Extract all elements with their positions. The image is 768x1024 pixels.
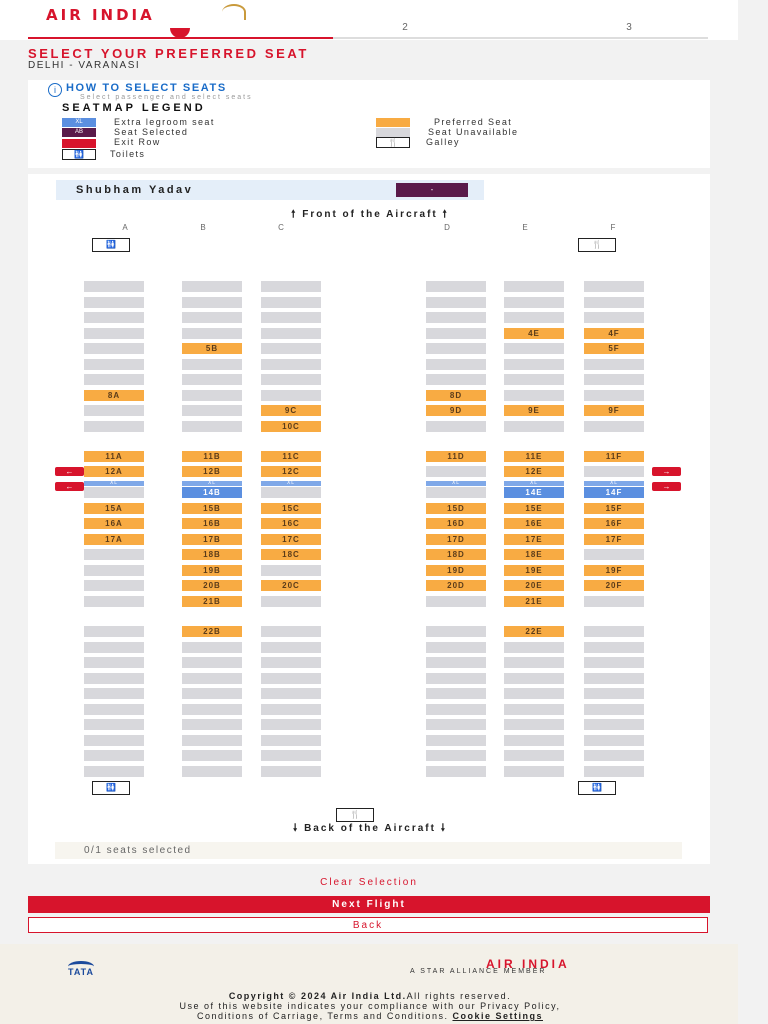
seat-unavailable xyxy=(84,297,144,308)
seat-unavailable xyxy=(426,688,486,699)
copyright-text: Copyright © 2024 Air India Ltd. xyxy=(228,991,407,1001)
seat-unavailable xyxy=(261,343,321,354)
how-to-subtext: Select passenger and select seats xyxy=(80,94,253,101)
seat-12b[interactable]: 12B xyxy=(182,466,242,477)
seat-17b[interactable]: 17B xyxy=(182,534,242,545)
seat-unavailable xyxy=(426,312,486,323)
seat-unavailable xyxy=(261,487,321,498)
seat-unavailable xyxy=(426,487,486,498)
passenger-name: Shubham Yadav xyxy=(76,184,194,196)
seat-unavailable xyxy=(504,642,564,653)
seat-12c[interactable]: 12C xyxy=(261,466,321,477)
legend-label-exit: Exit Row xyxy=(114,137,161,147)
seat-unavailable xyxy=(84,312,144,323)
column-header-c: C xyxy=(278,223,284,232)
xl-strip: XL xyxy=(584,481,644,486)
legend-label-selected: Seat Selected xyxy=(114,127,189,137)
seat-unavailable xyxy=(84,328,144,339)
legend-swatch-xl: XL xyxy=(62,118,96,127)
seat-16d[interactable]: 16D xyxy=(426,518,486,529)
legend-swatch-exit xyxy=(62,139,96,148)
page-title: SELECT YOUR PREFERRED SEAT xyxy=(28,46,309,61)
seat-unavailable xyxy=(84,596,144,607)
seat-16b[interactable]: 16B xyxy=(182,518,242,529)
seat-5b[interactable]: 5B xyxy=(182,343,242,354)
seat-unavailable xyxy=(426,343,486,354)
seat-unavailable xyxy=(261,766,321,777)
seat-9e[interactable]: 9E xyxy=(504,405,564,416)
seat-unavailable xyxy=(504,673,564,684)
seat-18e[interactable]: 18E xyxy=(504,549,564,560)
seat-unavailable xyxy=(426,673,486,684)
seat-19b[interactable]: 19B xyxy=(182,565,242,576)
seat-18c[interactable]: 18C xyxy=(261,549,321,560)
legend-label-galley: Galley xyxy=(426,137,460,147)
seat-unavailable xyxy=(426,297,486,308)
seat-unavailable xyxy=(504,374,564,385)
seat-unavailable xyxy=(261,657,321,668)
selection-count: 0/1 seats selected xyxy=(84,845,192,856)
seat-21b[interactable]: 21B xyxy=(182,596,242,607)
step-2-indicator: 2 xyxy=(402,22,408,33)
galley-icon: 🍴 xyxy=(336,808,374,822)
seat-unavailable xyxy=(182,750,242,761)
seat-unavailable xyxy=(261,390,321,401)
seat-unavailable xyxy=(584,466,644,477)
info-circle-icon[interactable]: i xyxy=(48,83,62,97)
seat-unavailable xyxy=(84,626,144,637)
toilet-icon: 🚻 xyxy=(92,238,130,252)
back-label: Back of the Aircraft xyxy=(304,823,436,834)
seat-unavailable xyxy=(84,688,144,699)
seat-15d[interactable]: 15D xyxy=(426,503,486,514)
seat-unavailable xyxy=(426,626,486,637)
seat-unavailable xyxy=(426,281,486,292)
arrow-up-icon: 🠕 xyxy=(442,209,449,220)
clear-selection-link[interactable]: Clear Selection xyxy=(320,877,418,888)
seat-18b[interactable]: 18B xyxy=(182,549,242,560)
seat-15c[interactable]: 15C xyxy=(261,503,321,514)
seat-9c[interactable]: 9C xyxy=(261,405,321,416)
step-3-indicator: 3 xyxy=(626,22,632,33)
seat-unavailable xyxy=(84,549,144,560)
seat-16c[interactable]: 16C xyxy=(261,518,321,529)
seat-unavailable xyxy=(261,359,321,370)
progress-active xyxy=(28,37,333,39)
seat-20f[interactable]: 20F xyxy=(584,580,644,591)
progress-track xyxy=(333,37,708,39)
seat-unavailable xyxy=(504,281,564,292)
seat-21e[interactable]: 21E xyxy=(504,596,564,607)
seat-11d[interactable]: 11D xyxy=(426,451,486,462)
seat-4e[interactable]: 4E xyxy=(504,328,564,339)
seat-unavailable xyxy=(584,688,644,699)
seat-unavailable xyxy=(584,374,644,385)
seat-15a[interactable]: 15A xyxy=(84,503,144,514)
seat-unavailable xyxy=(84,673,144,684)
seat-unavailable xyxy=(584,359,644,370)
seat-unavailable xyxy=(261,281,321,292)
seat-unavailable xyxy=(182,312,242,323)
seat-unavailable xyxy=(182,673,242,684)
seat-20e[interactable]: 20E xyxy=(504,580,564,591)
seat-unavailable xyxy=(426,328,486,339)
galley-icon: 🍴 xyxy=(578,238,616,252)
legend-label-xl: Extra legroom seat xyxy=(114,117,215,127)
front-of-aircraft xyxy=(200,207,540,224)
seat-17f[interactable]: 17F xyxy=(584,534,644,545)
seat-17e[interactable]: 17E xyxy=(504,534,564,545)
seat-unavailable xyxy=(261,565,321,576)
seat-unavailable xyxy=(182,657,242,668)
footer-air-india-logo[interactable]: AIR INDIA xyxy=(486,957,570,971)
seat-unavailable xyxy=(426,719,486,730)
back-of-aircraft xyxy=(200,821,540,838)
seat-unavailable xyxy=(261,735,321,746)
seat-unavailable xyxy=(84,374,144,385)
seat-unavailable xyxy=(584,297,644,308)
seat-unavailable xyxy=(261,750,321,761)
tata-logo[interactable]: TATA xyxy=(68,967,94,977)
seat-5f[interactable]: 5F xyxy=(584,343,644,354)
toilet-icon: 🚻 xyxy=(578,781,616,795)
xl-strip: XL xyxy=(261,481,321,486)
seat-unavailable xyxy=(84,735,144,746)
seat-unavailable xyxy=(84,657,144,668)
how-to-select-link[interactable]: HOW TO SELECT SEATS xyxy=(66,82,227,94)
seat-unavailable xyxy=(182,719,242,730)
seat-unavailable xyxy=(84,642,144,653)
seat-unavailable xyxy=(182,281,242,292)
seat-unavailable xyxy=(261,596,321,607)
seat-19f[interactable]: 19F xyxy=(584,565,644,576)
seat-8a[interactable]: 8A xyxy=(84,390,144,401)
seat-unavailable xyxy=(584,750,644,761)
seat-unavailable xyxy=(584,735,644,746)
seat-4f[interactable]: 4F xyxy=(584,328,644,339)
seat-unavailable xyxy=(426,374,486,385)
seat-unavailable xyxy=(426,750,486,761)
seat-unavailable xyxy=(84,766,144,777)
seat-11b[interactable]: 11B xyxy=(182,451,242,462)
column-header-a: A xyxy=(122,223,128,232)
seat-8d[interactable]: 8D xyxy=(426,390,486,401)
seat-unavailable xyxy=(426,359,486,370)
seat-unavailable xyxy=(426,596,486,607)
seat-unavailable xyxy=(261,312,321,323)
legend-swatch-unavailable xyxy=(376,128,410,137)
arrow-down-icon: 🠗 xyxy=(292,823,300,834)
exit-row-icon: → xyxy=(652,467,681,476)
column-header-b: B xyxy=(200,223,206,232)
seat-unavailable xyxy=(84,580,144,591)
air-india-logo[interactable]: AIR INDIA xyxy=(46,6,155,24)
seat-unavailable xyxy=(584,281,644,292)
seat-unavailable xyxy=(182,405,242,416)
toilet-icon: 🚻 xyxy=(62,149,96,160)
galley-icon: 🍴 xyxy=(376,137,410,148)
next-flight-button[interactable]: Next Flight xyxy=(28,896,710,913)
column-header-d: D xyxy=(444,223,450,232)
legend-label-preferred: Preferred Seat xyxy=(434,117,513,127)
seat-unavailable xyxy=(261,704,321,715)
seat-unavailable xyxy=(504,735,564,746)
exit-row-icon: → xyxy=(652,482,681,491)
seat-unavailable xyxy=(84,359,144,370)
seat-unavailable xyxy=(504,297,564,308)
seat-12a[interactable]: 12A xyxy=(84,466,144,477)
seat-unavailable xyxy=(84,487,144,498)
seat-unavailable xyxy=(261,328,321,339)
seat-19e[interactable]: 19E xyxy=(504,565,564,576)
seat-22b[interactable]: 22B xyxy=(182,626,242,637)
seat-15e[interactable]: 15E xyxy=(504,503,564,514)
seat-unavailable xyxy=(584,704,644,715)
seat-16f[interactable]: 16F xyxy=(584,518,644,529)
seat-unavailable xyxy=(84,704,144,715)
seat-unavailable xyxy=(84,750,144,761)
terms-text: Conditions of Carriage, Terms and Conditions. xyxy=(197,1011,449,1021)
column-header-f: F xyxy=(610,223,616,232)
seat-unavailable xyxy=(261,673,321,684)
seat-unavailable xyxy=(182,421,242,432)
seat-18d[interactable]: 18D xyxy=(426,549,486,560)
seat-20c[interactable]: 20C xyxy=(261,580,321,591)
seat-20b[interactable]: 20B xyxy=(182,580,242,591)
seat-unavailable xyxy=(182,766,242,777)
seat-unavailable xyxy=(504,688,564,699)
seat-unavailable xyxy=(426,421,486,432)
seat-15f[interactable]: 15F xyxy=(584,503,644,514)
seat-14e[interactable]: 14E xyxy=(504,487,564,498)
seat-unavailable xyxy=(584,626,644,637)
copyright-block xyxy=(40,991,700,1021)
seat-unavailable xyxy=(504,421,564,432)
seat-unavailable xyxy=(261,719,321,730)
seat-14f[interactable]: 14F xyxy=(584,487,644,498)
seat-17c[interactable]: 17C xyxy=(261,534,321,545)
passenger-seat-badge[interactable]: - xyxy=(396,183,468,197)
seat-unavailable xyxy=(426,657,486,668)
seat-unavailable xyxy=(261,297,321,308)
seat-unavailable xyxy=(261,688,321,699)
star-alliance-label: A STAR ALLIANCE MEMBER xyxy=(410,968,547,975)
seat-unavailable xyxy=(504,750,564,761)
arrow-down-icon: 🠗 xyxy=(440,823,448,834)
seat-unavailable xyxy=(84,281,144,292)
seat-16e[interactable]: 16E xyxy=(504,518,564,529)
seat-unavailable xyxy=(426,704,486,715)
seat-unavailable xyxy=(84,719,144,730)
seat-unavailable xyxy=(504,704,564,715)
seat-unavailable xyxy=(182,735,242,746)
seat-unavailable xyxy=(426,735,486,746)
seat-17a[interactable]: 17A xyxy=(84,534,144,545)
seat-unavailable xyxy=(84,421,144,432)
seat-unavailable xyxy=(182,642,242,653)
seat-unavailable xyxy=(84,565,144,576)
seat-14b[interactable]: 14B xyxy=(182,487,242,498)
seat-11c[interactable]: 11C xyxy=(261,451,321,462)
seat-22e[interactable]: 22E xyxy=(504,626,564,637)
legend-label-unavailable: Seat Unavailable xyxy=(428,127,519,137)
toilet-icon: 🚻 xyxy=(92,781,130,795)
compliance-text: Use of this website indicates your compliance with our Privacy Policy, xyxy=(179,1001,561,1011)
front-label: Front of the Aircraft xyxy=(302,209,438,220)
seat-unavailable xyxy=(182,297,242,308)
xl-strip: XL xyxy=(504,481,564,486)
seat-unavailable xyxy=(504,657,564,668)
seat-19d[interactable]: 19D xyxy=(426,565,486,576)
seat-unavailable xyxy=(504,343,564,354)
seat-unavailable xyxy=(182,328,242,339)
legend-title: SEATMAP LEGEND xyxy=(62,102,206,114)
column-header-e: E xyxy=(522,223,528,232)
rights-text: All rights reserved. xyxy=(406,991,512,1001)
seat-20d[interactable]: 20D xyxy=(426,580,486,591)
seat-17d[interactable]: 17D xyxy=(426,534,486,545)
exit-row-icon: ← xyxy=(55,482,84,491)
seat-unavailable xyxy=(504,766,564,777)
seat-unavailable xyxy=(504,312,564,323)
seat-unavailable xyxy=(584,390,644,401)
seat-9d[interactable]: 9D xyxy=(426,405,486,416)
seat-unavailable xyxy=(584,673,644,684)
logo-swoosh-icon xyxy=(222,4,246,20)
legend-swatch-selected: AB xyxy=(62,128,96,137)
seat-unavailable xyxy=(84,343,144,354)
seat-unavailable xyxy=(182,374,242,385)
seat-unavailable xyxy=(182,704,242,715)
back-button[interactable]: Back xyxy=(28,917,708,933)
xl-strip: XL xyxy=(84,481,144,486)
seat-unavailable xyxy=(584,596,644,607)
seat-unavailable xyxy=(504,359,564,370)
seat-unavailable xyxy=(504,390,564,401)
seat-10c[interactable]: 10C xyxy=(261,421,321,432)
xl-strip: XL xyxy=(182,481,242,486)
seat-unavailable xyxy=(182,688,242,699)
seat-unavailable xyxy=(426,766,486,777)
seat-9f[interactable]: 9F xyxy=(584,405,644,416)
cookie-settings-link[interactable]: Cookie Settings xyxy=(452,1011,543,1021)
xl-strip: XL xyxy=(426,481,486,486)
seat-unavailable xyxy=(584,657,644,668)
seat-15b[interactable]: 15B xyxy=(182,503,242,514)
seat-unavailable xyxy=(426,642,486,653)
legend-swatch-preferred xyxy=(376,118,410,127)
seat-unavailable xyxy=(182,359,242,370)
exit-row-icon: ← xyxy=(55,467,84,476)
seat-11a[interactable]: 11A xyxy=(84,451,144,462)
legend-label-toilets: Toilets xyxy=(110,149,146,159)
seat-12e[interactable]: 12E xyxy=(504,466,564,477)
seat-11e[interactable]: 11E xyxy=(504,451,564,462)
seat-16a[interactable]: 16A xyxy=(84,518,144,529)
seat-unavailable xyxy=(584,421,644,432)
seat-unavailable xyxy=(504,719,564,730)
seat-unavailable xyxy=(261,642,321,653)
seat-11f[interactable]: 11F xyxy=(584,451,644,462)
seat-unavailable xyxy=(261,626,321,637)
route-label: DELHI - VARANASI xyxy=(28,60,141,71)
seat-unavailable xyxy=(84,405,144,416)
seat-unavailable xyxy=(584,719,644,730)
seat-unavailable xyxy=(182,390,242,401)
seat-unavailable xyxy=(584,642,644,653)
seat-unavailable xyxy=(584,766,644,777)
seat-unavailable xyxy=(426,466,486,477)
arrow-up-icon: 🠕 xyxy=(291,209,298,220)
seat-unavailable xyxy=(584,312,644,323)
seat-unavailable xyxy=(584,549,644,560)
seat-unavailable xyxy=(261,374,321,385)
